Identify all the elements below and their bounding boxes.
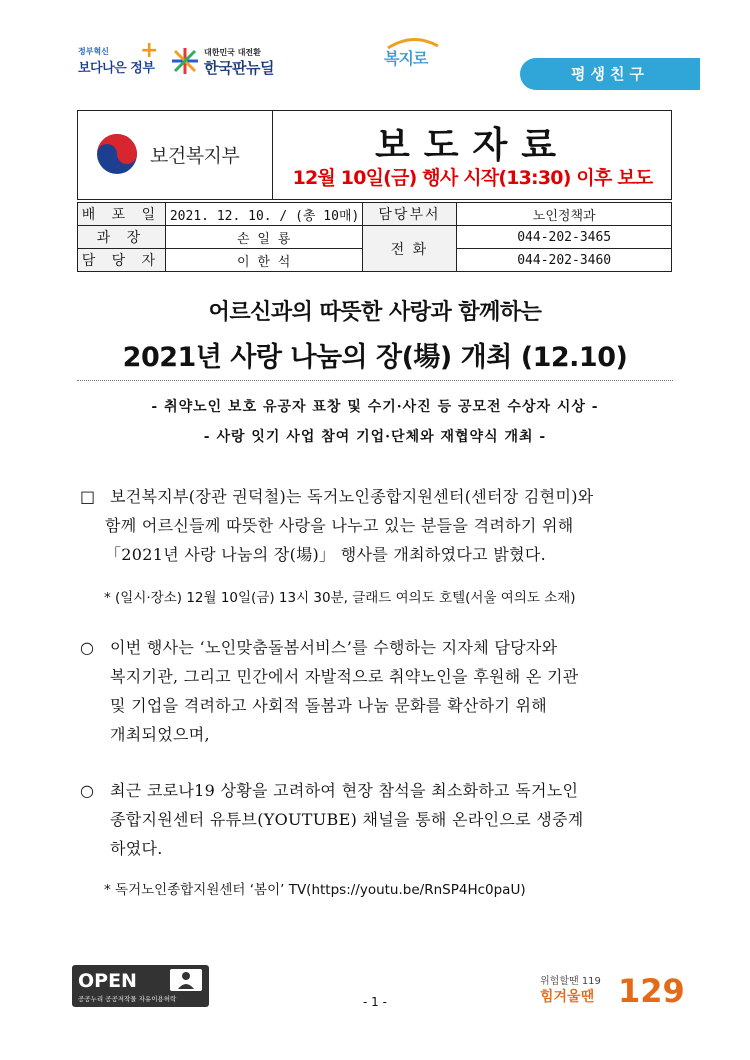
phone-2: 044-202-3460 (457, 249, 672, 272)
paragraph-1-line-1: 보건복지부(장관 권덕철)는 독거노인종합지원센터(센터장 김현미)와 (110, 487, 594, 506)
bokjiro-logo (378, 36, 448, 80)
chief-value: 손 일 룡 (165, 226, 362, 249)
press-release-title: 보도자료 (374, 124, 571, 166)
hotline-number: 129 (618, 972, 685, 1010)
open-title: OPEN (78, 970, 137, 992)
paragraph-3-line-3: 하였다. (110, 839, 163, 858)
phone-label: 전 화 (362, 226, 457, 272)
circle-bullet-icon: ○ (80, 781, 95, 800)
headline-divider (77, 380, 673, 381)
table-row (78, 203, 672, 226)
press-release-title-box (77, 110, 672, 200)
korean-newdeal-logo (170, 46, 290, 78)
open-subtitle: 공공누리 공공저작물 자유이용허락 (78, 995, 177, 1003)
paragraph-1-line-3: 「2021년 사랑 나눔의 장(場)」 행사를 개최하였다고 밝혔다. (105, 545, 546, 564)
subheadline-1: - 취약노인 보호 유공자 표창 및 수기·사진 등 공모전 수상자 시상 - (151, 399, 599, 415)
paragraph-1 (80, 482, 680, 569)
subheadline-2: - 사랑 잇기 사업 참여 기업·단체와 재협약식 개최 - (203, 429, 547, 445)
officer-label: 담 당 자 (78, 249, 166, 272)
dept-label: 담당부서 (362, 203, 457, 226)
phone-1: 044-202-3465 (457, 226, 672, 249)
title-box-divider (272, 111, 273, 199)
attribution-person-icon (170, 969, 202, 991)
chief-label: 과 장 (78, 226, 166, 249)
dept-value: 노인정책과 (457, 203, 672, 226)
paragraph-3-line-1: 최근 코로나19 상황을 고려하여 현장 참석을 최소화하고 독거노인 (110, 781, 579, 800)
plus-icon: + (140, 38, 159, 63)
hotline-small-text: 위험할땐 119 (540, 976, 601, 987)
newdeal-main-text: 한국판뉴딜 (204, 59, 274, 77)
ministry-name: 보건복지부 (150, 145, 240, 167)
date-label: 배 포 일 (78, 203, 166, 226)
paragraph-1-line-2: 함께 어르신들께 따뜻한 사랑을 나누고 있는 분들을 격려하기 위해 (105, 516, 574, 535)
gov-logo-small-text: 정부혁신 (78, 47, 109, 56)
paragraph-3 (80, 776, 680, 863)
table-row (78, 226, 672, 249)
taegeuk-emblem-icon (96, 133, 138, 175)
page-number: - 1 - (363, 995, 387, 1009)
newdeal-small-text: 대한민국 대전환 (204, 48, 261, 57)
paragraph-2 (80, 633, 680, 749)
paragraph-2-line-2: 복지기관, 그리고 민간에서 자발적으로 취약노인을 후원해 온 기관 (110, 667, 579, 686)
lifelong-friend-banner: 평생친구 (520, 58, 700, 90)
hotline-129-logo (540, 972, 685, 1012)
officer-value: 이 한 석 (165, 249, 362, 272)
date-value: 2021. 12. 10. / (총 10매) (165, 203, 362, 226)
hotline-main-text: 힘겨울땐 (540, 989, 595, 1005)
footnote-event-time-place: * (일시·장소) 12월 10일(금) 13시 30분, 글래드 여의도 호텔(서울 여의도 소재) (104, 590, 576, 606)
paragraph-2-line-4: 개최되었으며, (110, 725, 210, 744)
gov-innovation-logo (78, 38, 159, 80)
embargo-notice: 12월 10일(금) 행사 시작(13:30) 이후 보도 (292, 167, 653, 189)
newdeal-star-icon (170, 46, 200, 76)
paragraph-2-line-1: 이번 행사는 ‘노인맞춤돌봄서비스’를 수행하는 지자체 담당자와 (110, 638, 558, 657)
paragraph-2-line-3: 및 기업을 격려하고 사회적 돌봄과 나눔 문화를 확산하기 위해 (110, 696, 547, 715)
paragraph-3-line-2: 종합지원센터 유튜브(YOUTUBE) 채널을 통해 온라인으로 생중계 (110, 810, 584, 829)
headline-line-1: 어르신과의 따뜻한 사랑과 함께하는 (208, 300, 542, 325)
gov-logo-main-text: 보다나은 정부 (78, 61, 155, 76)
square-bullet-icon: □ (80, 487, 96, 506)
footnote-youtube-link: * 독거노인종합지원센터 ‘봄이’ TV(https://youtu.be/RnSP4Hc0paU) (104, 882, 526, 898)
headline-line-2: 2021년 사랑 나눔의 장(場) 개최 (12.10) (122, 342, 628, 373)
bokjiro-text: 복지로 (384, 49, 428, 68)
circle-bullet-icon: ○ (80, 638, 95, 657)
release-info-table (77, 202, 672, 272)
